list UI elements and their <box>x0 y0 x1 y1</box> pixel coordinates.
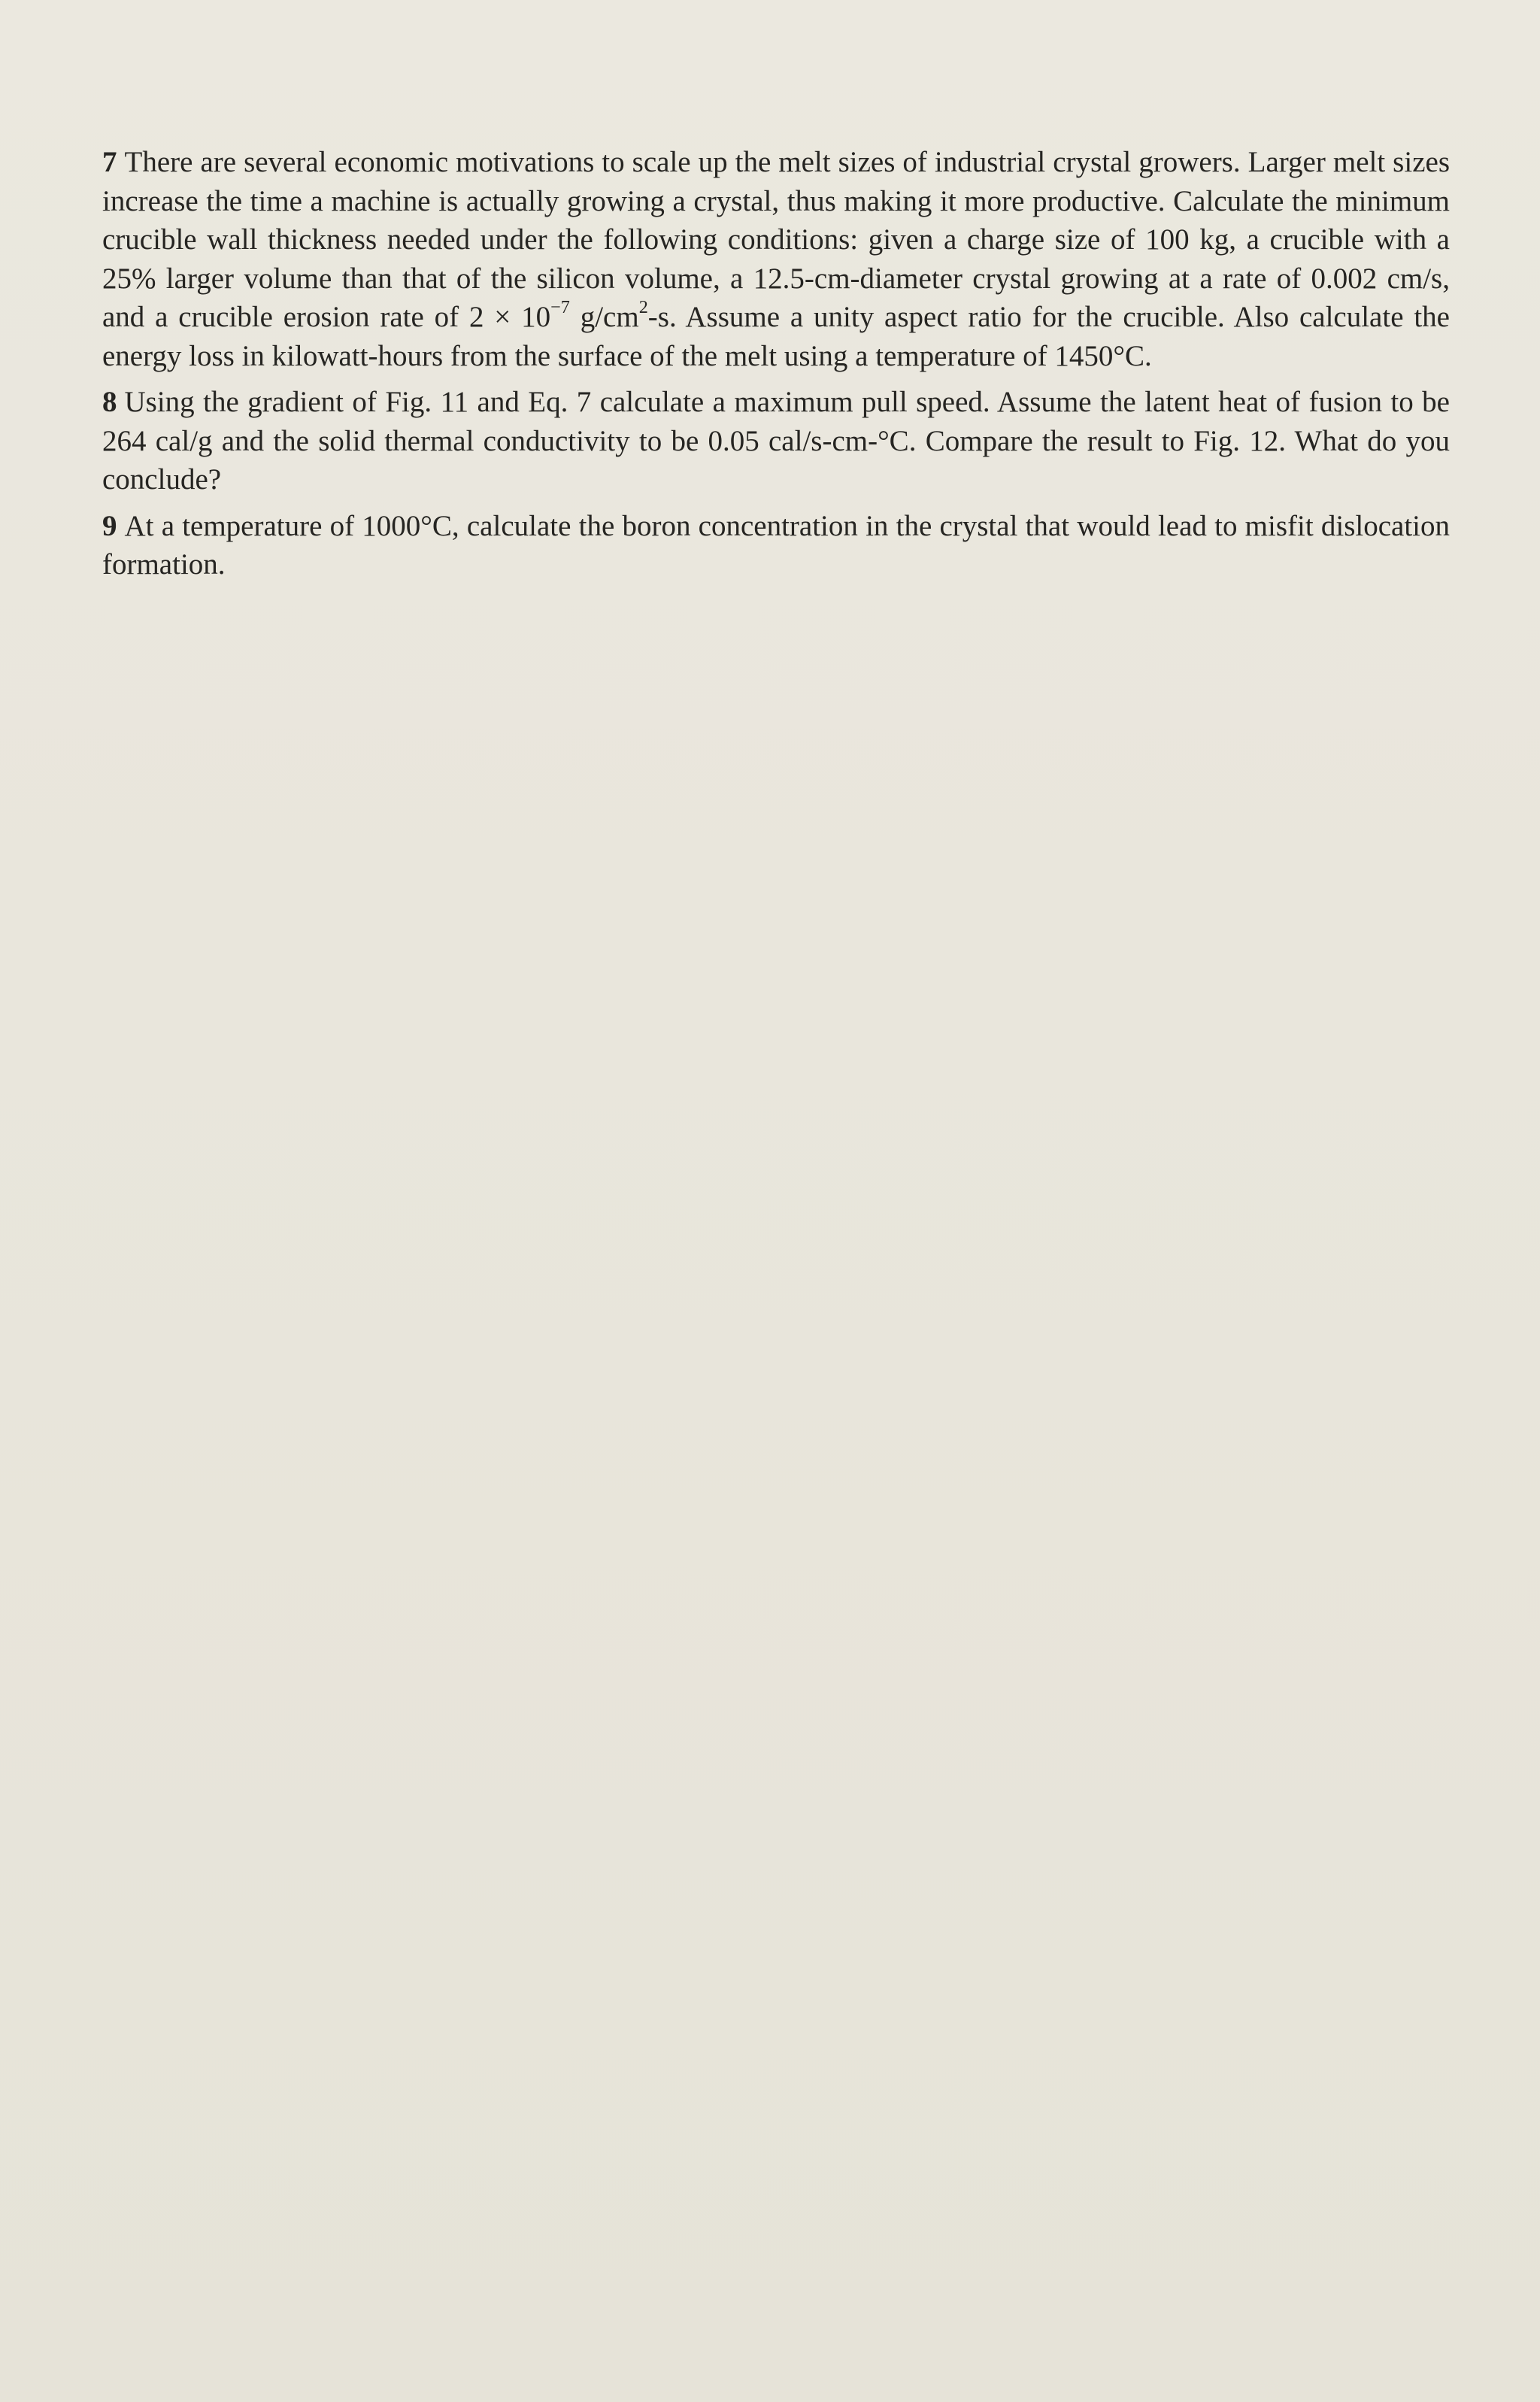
problem-8 <box>102 383 1450 499</box>
problem-9 <box>102 507 1450 584</box>
problem-text: g/cm <box>569 301 639 333</box>
problem-text: At a temperature of 1000°C, calculate the boron concentration in the crystal that would lead to misfit dislocation formation. <box>102 509 1450 581</box>
problem-text: There are several economic motivations to scale up the melt sizes of industrial crystal growers. Larger melt sizes increase the time a machine is actually growing a crystal, thus making it more productive. Calculate the minimum crucible wall thickness needed under the following conditions: given a charge size of 100 kg, a crucible with a 25% larger volume than that of the silicon volume, a 12.5-cm-diameter crystal growing at a rate of 0.002 cm/s, and a crucible erosion rate of 2 × 10 <box>102 146 1450 333</box>
problem-number: 9 <box>102 509 117 542</box>
problem-7 <box>102 143 1450 375</box>
problem-text: -s. Assume a unity aspect ratio for the crucible. Also calculate the energy loss in kilowatt-hours from the surface of the melt using a temperature of 1450°C. <box>102 301 1450 372</box>
exponent: 2 <box>638 296 648 317</box>
exponent: −7 <box>550 296 570 317</box>
problem-number: 8 <box>102 386 117 418</box>
problem-list <box>102 143 1450 592</box>
problem-text: Using the gradient of Fig. 11 and Eq. 7 calculate a maximum pull speed. Assume the latent heat of fusion to be 264 cal/g and the solid thermal conductivity to be 0.05 cal/s-cm-°C. Compare the result to Fig. 12. What do you conclude? <box>102 386 1450 496</box>
problem-number: 7 <box>102 146 117 178</box>
